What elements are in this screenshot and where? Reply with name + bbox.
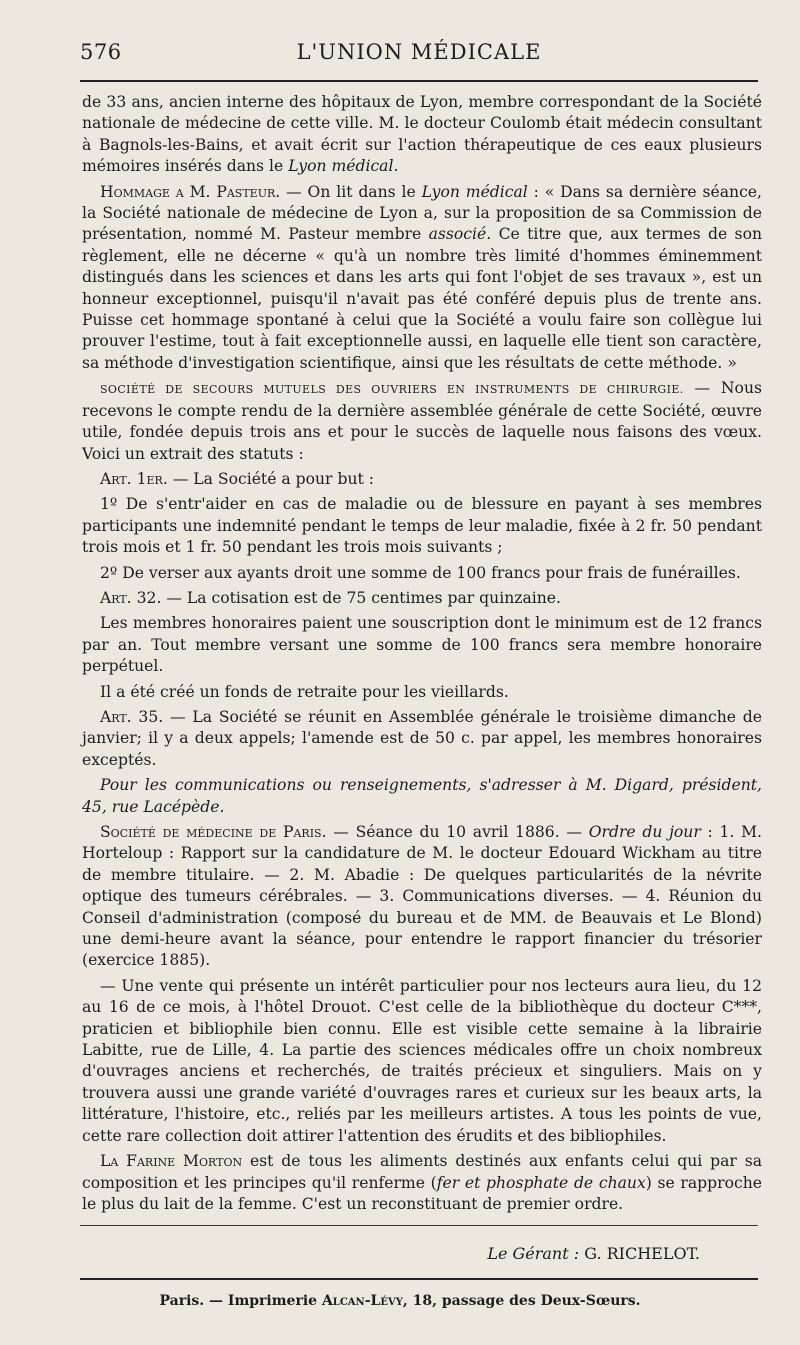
section-heading: Hommage a M. Pasteur. (100, 182, 281, 201)
section-heading: Société de médecine de Paris. (100, 823, 327, 841)
paragraph-societe-medecine: Société de médecine de Paris. — Séance du 10 avril 1886. — Ordre du jour : 1. M. Horteloup : Rapport sur la candidature de M. le docteur Edouard Wickham au titre de membre titulaire. — 2. M. Abadie : De quelques particularités de la névrite optique des tumeurs cérébrales. — 3. Communications diverses. — 4. Réunion du Conseil d'administration (composé du bureau et de MM. de Beauvais et Le Blond) une demi-heure avant la séance, pour entendre le rapport financier du trésorier (exercice 1885). (82, 823, 763, 970)
article-32-para-3: Il a été créé un fonds de retraite pour les vieillards. (100, 682, 509, 701)
section-heading: La Farine Morton (100, 1152, 243, 1171)
imprint-rule (80, 1278, 758, 1280)
article-1: Art. 1er. — La Société a pour but : (100, 469, 374, 488)
printer-imprint: Paris. — Imprimerie Alcan-Lévy, 18, passage des Deux-Sœurs. (159, 1293, 641, 1309)
page-number: 576 (80, 40, 122, 64)
article-body (82, 92, 762, 1219)
paragraph-vente: — Une vente qui présente un intérêt particulier pour nos lecteurs aura lieu, du 12 au 16 de ce mois, à l'hôtel Drouot. C'est celle de la bibliothèque du docteur C***, praticien et bibliophile bien connu. Elle est visible cette semaine à la librairie Labitte, rue de Lille, 4. La partie des sciences médicales offre un choix nombreux d'ouvrages anciens et recherchés, de traités précieux et singuliers. Mais on y trouvera aussi une grande variété d'ouvrages rares et curieux sur les beaux arts, la littérature, l'histoire, etc., reliés par les meilleurs artistes. A tous les points de vue, cette rare collection doit attirer l'attention des érudits et des bibliophiles. (82, 976, 762, 1145)
paragraph-obituary: de 33 ans, ancien interne des hôpitaux de Lyon, membre correspondant de la Société nationale de médecine de cette ville. M. le docteur Coulomb était médecin consultant à Bagnols-les-Bains, et avait écrit sur l'action thérapeutique de ces eaux plusieurs mémoires insérés dans le Lyon médical. (82, 93, 762, 176)
journal-title: L'UNION MÉDICALE (296, 40, 542, 64)
contact-note: Pour les communications ou renseignements, s'adresser à M. Digard, président, 45, rue Lacépède. (82, 776, 762, 816)
article-32-para-2: Les membres honoraires paient une souscription dont le minimum est de 12 francs par an. Tout membre versant une somme de 100 francs sera membre honoraire perpétuel. (82, 614, 762, 676)
article-32: Art. 32. — La cotisation est de 75 centimes par quinzaine. (100, 588, 561, 607)
page-header (80, 40, 758, 72)
article-35: Art. 35. — La Société se réunit en Assemblée générale le troisième dimanche de janvier; il y a deux appels; l'amende est de 50 c. par appel, les membres honoraires exceptés. (82, 707, 762, 769)
article-1-item-1: 1º De s'entr'aider en cas de maladie ou de blessure en payant à ses membres participants une indemnité pendant le temps de leur maladie, fixée à 2 fr. 50 pendant trois mois et 1 fr. 50 pendant les trois mois suivants ; (82, 495, 762, 557)
article-1-item-2: 2º De verser aux ayants droit une somme de 100 francs pour frais de funérailles. (100, 563, 741, 582)
section-heading: SOCIÉTÉ DE SECOURS MUTUELS DES OUVRIERS EN INSTRUMENTS DE CHIRURGIE. (100, 383, 684, 397)
paragraph-pasteur: Hommage a M. Pasteur. — On lit dans le Lyon médical : « Dans sa dernière séance, la Société nationale de médecine de Lyon a, sur la proposition de sa Commission de présentation, nommé M. Pasteur membre associé. Ce titre que, aux termes de son règlement, elle ne décerne « qu'à un nombre très limité d'hommes éminemment distingués dans les sciences et dans les arts qui font l'objet de ses travaux », est un honneur exceptionnel, puisqu'il n'avait pas été conféré depuis plus de trente ans. Puisse cet hommage spontané à celui que la Société a voulu faire son collègue lui prouver l'estime, tout à fait exceptionnelle aussi, en laquelle elle tient son caractère, sa méthode d'investigation scientifique, ainsi que les résultats de cette méthode. » (82, 182, 762, 372)
footer-rule (80, 1225, 758, 1226)
header-rule (80, 80, 758, 82)
paragraph-farine-morton: La Farine Morton est de tous les aliments destinés aux enfants celui qui par sa composition et les principes qu'il renferme (fer et phosphate de chaux) se rapproche le plus du lait de la femme. C'est un reconstituant de premier ordre. (82, 1152, 762, 1213)
paragraph-secours-mutuels: SOCIÉTÉ DE SECOURS MUTUELS DES OUVRIERS EN INSTRUMENTS DE CHIRURGIE. — Nous recevons le compte rendu de la dernière assemblée générale de cette Société, œuvre utile, fondée depuis trois ans et pour le succès de laquelle nous faisons des vœux. Voici un extrait des statuts : (82, 379, 762, 463)
gerant-signature: Le Gérant : G. RICHELOT. (487, 1244, 700, 1263)
